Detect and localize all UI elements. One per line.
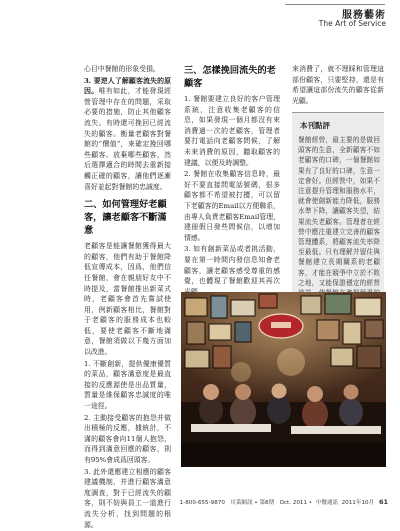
paragraph-method-2: 2. 餐館在收集顧客信息時，最好不要直接問電話號碼，很多顧客都不希望被打擾，可以留下老顧客的Email以方便聯系，由專人負責老顧客Email管理，建冊假日發些問候信，以增加情感。 <box>184 170 280 242</box>
paragraph-tip-3: 3. 此外還應建立相應的顧客建議機制，并進行顧客滿意度調查，對于已經流失的顧客，則不妨與員工一道進行流失分析，找到問題的根源。 <box>84 467 171 529</box>
section-heading-3: 三、怎樣挽回流失的老顧客 <box>184 65 276 89</box>
paragraph-tip-2: 2. 主動接受顧客的抱怨并做出積極的反應，據統計，不滿的顧客會向11個人抱怨，而得到滿意回應的顧客，則有95%會成爲回頭客。 <box>84 413 171 464</box>
restaurant-interior-photo <box>181 292 386 467</box>
header-rule <box>285 4 385 5</box>
paragraph-continued: 來消費了，就不理睬和管理這部份顧客，只要堅持，還是有希望讓這部份流失的顧客從新光顧。 <box>292 65 384 105</box>
paragraph-tip-1: 1. 不斷創新，提供優康優質的菜品，顧客滿意度是最直接的反應源使是出品質量，質量是維保顧客忠誠度的唯一途徑。 <box>84 359 171 411</box>
footer-date-cn: 2011年10月 <box>341 500 375 506</box>
editor-comment-text: 餐館經營，最主要的是做回頭客的生意，全新顧客不如老顧客的口碑，一個餐館如果有了良好的口碑，生意一定會好。但經營中，如果不注意提升管理和服務水平，就會使創新能力降低，服務水準下降，讓顧客失望，結果流失老顧客。管理者在經營中應注重建立完善的顧客管理體系，將顧客流失率降至最低。只有理解并留住與餐館建立長期關系的老顧客，才能在競爭中立於不敗之地，又能保證穩定的經營 <box>298 136 380 287</box>
diners <box>181 384 386 468</box>
paragraph-intro: 心目中餐館的形象受損。 <box>84 65 160 73</box>
paragraph-point-3 <box>84 76 171 193</box>
paragraph-old-customers: 老顧客是能讓餐館獲得最大的顧客，他們有助于餐館降低宣傳成本，因爲，他們信任餐館，會在親朋好友中不時提及，當餐館推出新菜式時，老顧客會首先嘗試使用，例新顧客相比，餐館對于老顧客的服務成本也較低，要使老顧客不斷地滿意，餐館須做以下幾方面加以改進。 <box>84 242 171 357</box>
restaurant-sign <box>259 314 303 338</box>
footer-date-en: Oct. 2011 <box>279 500 308 506</box>
point-3-lead: 3. 要逆人了解顧客流失的原因。 <box>84 76 171 96</box>
point-3-text: 唯有如此，才能發現經營管理中存在的問題，采取必要的措施，防止其他顧客流失。有時還可挽回已經流失的顧客。衡量老顧客對餐館的“價值”，來確定挽回哪些顧客。放棄哪些顧客，然后選擇適合的時間去重新接觸正確的顧客，讓他們逐漸喜好並起對餐館的忠誠度。 <box>84 87 172 191</box>
section-title-en: The Art of Service <box>318 19 386 28</box>
page-number: 61 <box>378 498 388 506</box>
paragraph-method-1: 1. 餐館要建立良好的客户管理系統，注意收集老顧客的信息，如果發現一個月都沒有來消費過一次的老顧客，管理者要打電話向老顧客問候，了解未來消費的原因，聽取顧客的建議，以便及時調整。 <box>184 95 280 167</box>
editor-comment-title: 本刊點評 <box>300 121 330 130</box>
footer-phone: 1-800-655-9870 <box>179 500 225 506</box>
column-1 <box>84 64 171 531</box>
footer-publication-2: 中餐通訊 <box>315 500 339 506</box>
restaurant-photo-drawing <box>181 292 386 467</box>
footer-publication: 川菜網訊 • 第8期 <box>230 500 275 506</box>
column-3 <box>292 64 384 107</box>
page-footer: 1-800-655-9870 川菜網訊 • 第8期 Oct. 2011 • 中餐通訊 2011年10月 61 <box>179 498 388 506</box>
section-heading-2: 二、如何管理好老顧客，讓老顧客不斷滿意 <box>84 199 167 237</box>
paragraph-method-3: 3. 如有創新菜品或者挑活動，要在第一時間内發信息知會老顧客，讓老顧客感受尊重的感覺，也體現了餐館歡迎其再次 <box>184 245 280 286</box>
section-title-cn: 服務藝術 <box>342 10 386 21</box>
